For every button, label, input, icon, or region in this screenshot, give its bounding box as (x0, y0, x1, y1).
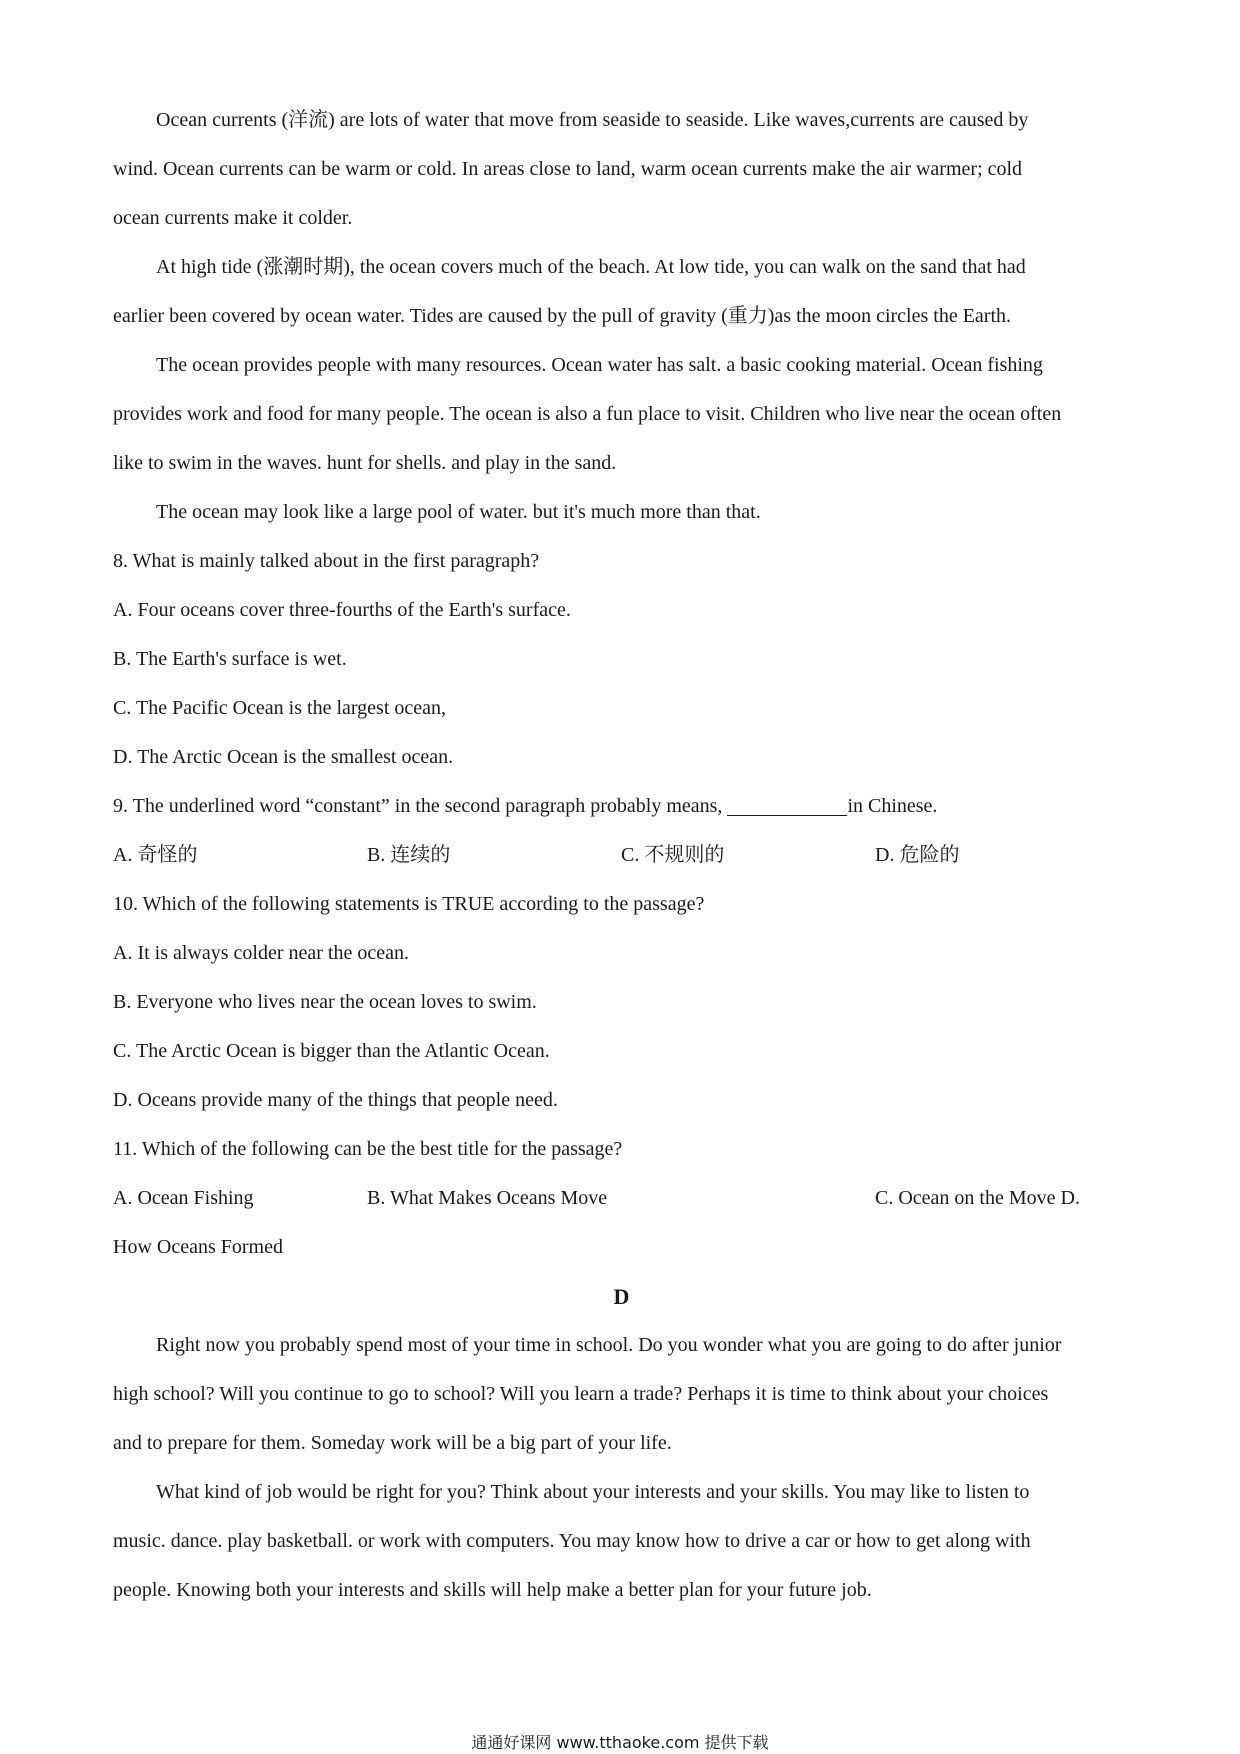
text-line: earlier been covered by ocean water. Tides are caused by the pull of gravity (重力)as the moon circles the Earth. (113, 305, 1012, 327)
option-d: D. Oceans provide many of the things that people need. (113, 1089, 558, 1111)
passage-paragraph (113, 1468, 1130, 1615)
passage-paragraph (113, 96, 1130, 243)
options-row (113, 1174, 1130, 1223)
question-stem: 11. Which of the following can be the best title for the passage? (113, 1138, 623, 1160)
question-8 (113, 537, 1130, 782)
question-11 (113, 1125, 1130, 1272)
options-row (113, 831, 1130, 880)
question-stem: 8. What is mainly talked about in the first paragraph? (113, 550, 540, 572)
option-b: B. What Makes Oceans Move (367, 1187, 608, 1209)
answer-blank (727, 793, 847, 816)
option-d: D. The Arctic Ocean is the smallest ocean. (113, 746, 454, 768)
option-c: C. Ocean on the Move D. (875, 1187, 1080, 1209)
option-a: A. It is always colder near the ocean. (113, 942, 409, 964)
text-line: What kind of job would be right for you? Think about your interests and your skills. You may like to listen to (156, 1481, 1030, 1503)
document-page (113, 96, 1130, 1615)
text-line: The ocean provides people with many resources. Ocean water has salt. a basic cooking material. Ocean fishing (156, 354, 1043, 376)
option-d: How Oceans Formed (113, 1236, 283, 1258)
question-9 (113, 782, 1130, 880)
section-title: D (613, 1284, 630, 1309)
option-d: D. 危险的 (875, 844, 960, 866)
text-line: high school? Will you continue to go to school? Will you learn a trade? Perhaps it is time to think about your choices (113, 1383, 1049, 1405)
option-c: C. The Arctic Ocean is bigger than the Atlantic Ocean. (113, 1040, 550, 1062)
option-b: B. The Earth's surface is wet. (113, 648, 347, 670)
option-a: A. Ocean Fishing (113, 1187, 254, 1209)
text-line: people. Knowing both your interests and skills will help make a better plan for your future job. (113, 1579, 872, 1601)
text-line: The ocean may look like a large pool of water. but it's much more than that. (156, 501, 761, 523)
text-line: At high tide (涨潮时期), the ocean covers much of the beach. At low tide, you can walk on the sand that had (156, 256, 1026, 278)
passage-paragraph (113, 243, 1130, 341)
question-stem-after: in Chinese. (847, 795, 938, 817)
question-10 (113, 880, 1130, 1125)
text-line: Right now you probably spend most of your time in school. Do you wonder what you are going to do after junior (156, 1334, 1062, 1356)
page-footer: 通通好课网 www.tthaoke.com 提供下载 (471, 1733, 769, 1752)
passage-paragraph (113, 341, 1130, 488)
option-c: C. 不规则的 (621, 844, 725, 866)
text-line: Ocean currents (洋流) are lots of water that move from seaside to seaside. Like waves,currents are caused by (156, 109, 1029, 131)
text-line: music. dance. play basketball. or work with computers. You may know how to drive a car or how to get along with (113, 1530, 1031, 1552)
text-line: ocean currents make it colder. (113, 207, 353, 229)
text-line: and to prepare for them. Someday work will be a big part of your life. (113, 1432, 672, 1454)
text-line: like to swim in the waves. hunt for shells. and play in the sand. (113, 452, 617, 474)
passage-paragraph (113, 488, 1130, 537)
text-line: wind. Ocean currents can be warm or cold. In areas close to land, warm ocean currents make the air warmer; cold (113, 158, 1023, 180)
question-stem (113, 782, 1130, 831)
option-c: C. The Pacific Ocean is the largest ocean, (113, 697, 447, 719)
option-b: B. Everyone who lives near the ocean loves to swim. (113, 991, 537, 1013)
question-stem-before: 9. The underlined word “constant” in the second paragraph probably means, (113, 795, 728, 817)
passage-paragraph (113, 1321, 1130, 1468)
option-a: A. Four oceans cover three-fourths of the Earth's surface. (113, 599, 571, 621)
text-line: provides work and food for many people. The ocean is also a fun place to visit. Children who live near the ocean often (113, 403, 1062, 425)
option-b: B. 连续的 (367, 844, 451, 866)
option-a: A. 奇怪的 (113, 844, 198, 866)
question-stem: 10. Which of the following statements is TRUE according to the passage? (113, 893, 705, 915)
